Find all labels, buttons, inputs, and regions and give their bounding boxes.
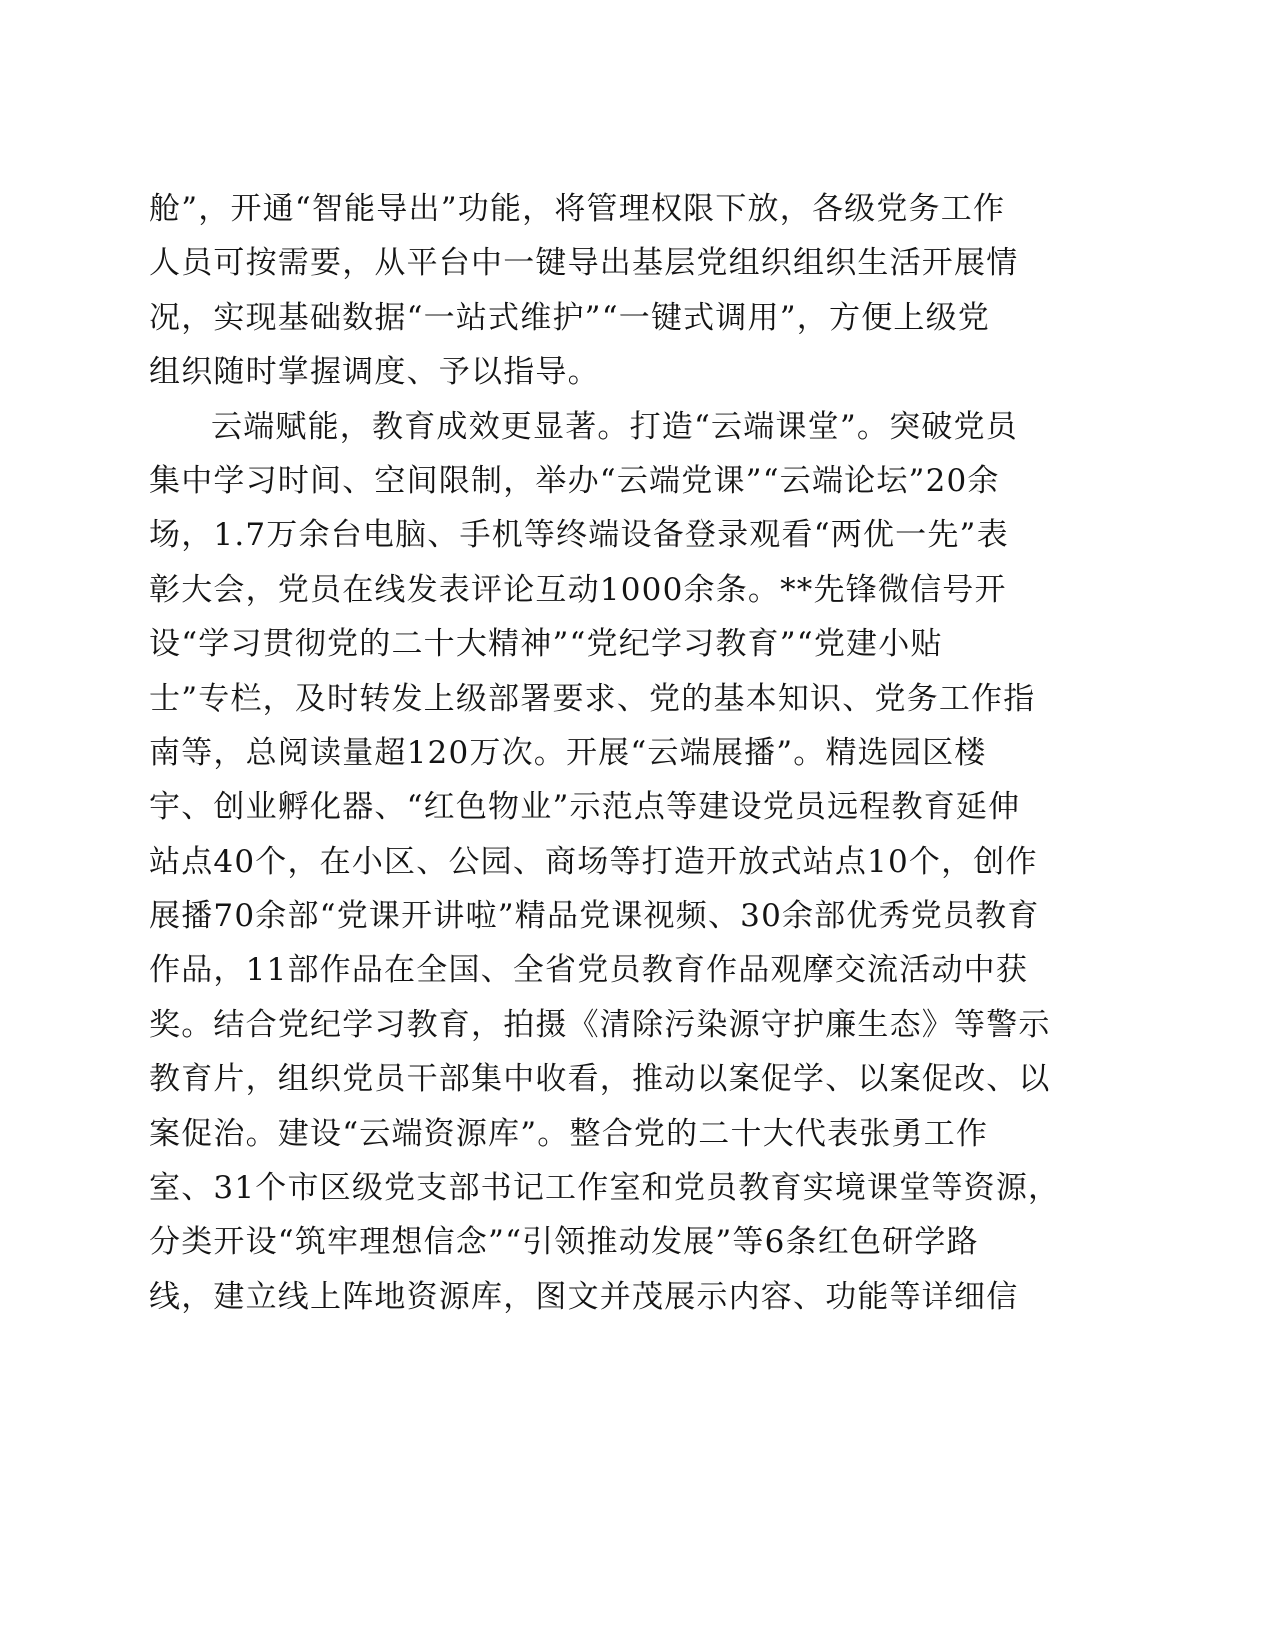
document-body [149, 182, 1109, 1324]
text-line-12: 宇、创业孵化器、“红色物业”示范点等建设党员远程教育延伸 [149, 789, 1021, 826]
text-line-16: 奖。结合党纪学习教育，拍摄《清除污染源守护廉生态》等警示 [149, 1006, 1051, 1043]
text-line-8: 彰大会，党员在线发表评论互动1000余条。**先锋微信号开 [149, 571, 1007, 608]
text-line-15: 作品，11部作品在全国、全省党员教育作品观摩交流活动中获 [149, 952, 1029, 989]
text-line-10: 士”专栏，及时转发上级部署要求、党的基本知识、党务工作指 [149, 680, 1036, 717]
text-line-20: 分类开设“筑牢理想信念”“引领推动发展”等6条红色研学路 [149, 1224, 979, 1261]
text-line-1: 舱”，开通“智能导出”功能，将管理权限下放，各级党务工作 [149, 191, 1006, 227]
text-line-13: 站点40个，在小区、公园、商场等打造开放式站点10个，创作 [149, 843, 1038, 880]
text-line-14: 展播70余部“党课开讲啦”精品党课视频、30余部优秀党员教育 [149, 898, 1040, 935]
text-line-7: 场，1.7万余台电脑、手机等终端设备登录观看“两优一先”表 [149, 517, 1009, 554]
text-line-6: 集中学习时间、空间限制，举办“云端党课”“云端论坛”20余 [149, 462, 1000, 499]
text-line-2: 人员可按需要，从平台中一键导出基层党组织组织生活开展情 [149, 245, 1019, 282]
text-line-3: 况，实现基础数据“一站式维护”“一键式调用”，方便上级党 [149, 299, 990, 336]
text-line-18: 案促治。建设“云端资源库”。整合党的二十大代表张勇工作 [149, 1115, 989, 1152]
text-line-11: 南等，总阅读量超120万次。开展“云端展播”。精选园区楼 [149, 734, 987, 771]
text-line-21: 线，建立线上阵地资源库，图文并茂展示内容、功能等详细信 [149, 1278, 1019, 1315]
text-line-9: 设“学习贯彻党的二十大精神”“党纪学习教育”“党建小贴 [149, 626, 943, 663]
text-line-19: 室、31个市区级党支部书记工作室和党员教育实境课堂等资源， [149, 1170, 1061, 1207]
text-line-5: 云端赋能，教育成效更显著。打造“云端课堂”。突破党员 [211, 408, 1018, 445]
text-line-4: 组织随时掌握调度、予以指导。 [149, 354, 600, 391]
text-line-17: 教育片，组织党员干部集中收看，推动以案促学、以案促改、以 [149, 1061, 1051, 1098]
